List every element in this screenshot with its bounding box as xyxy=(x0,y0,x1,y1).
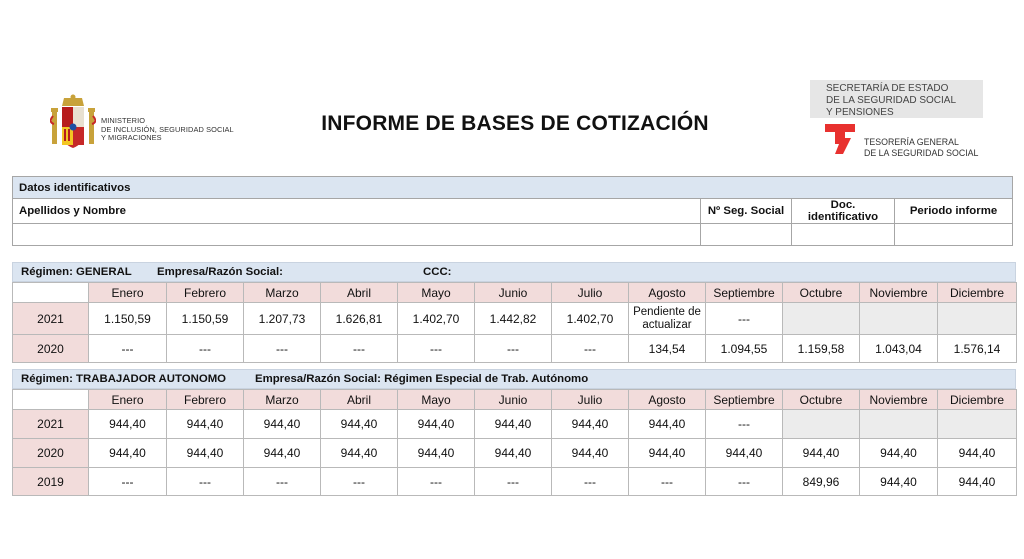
value-cell: --- xyxy=(167,335,244,363)
value-cell: 944,40 xyxy=(321,410,398,439)
month-header: Junio xyxy=(475,390,552,410)
month-header: Febrero xyxy=(167,390,244,410)
month-header: Mayo xyxy=(398,390,475,410)
tgss-logo-icon xyxy=(823,122,857,156)
value-cell: 1.159,58 xyxy=(783,335,860,363)
value-cell: 944,40 xyxy=(89,410,167,439)
month-header: Enero xyxy=(89,283,167,303)
general-ccc-label: CCC: xyxy=(423,266,452,278)
nss-value xyxy=(701,224,792,246)
table-row xyxy=(13,439,1017,468)
value-cell: 134,54 xyxy=(629,335,706,363)
table-row xyxy=(13,410,1017,439)
value-cell: 944,40 xyxy=(552,439,629,468)
value-cell: 944,40 xyxy=(938,468,1017,496)
value-cell: 944,40 xyxy=(321,439,398,468)
month-header: Abril xyxy=(321,283,398,303)
period-column-header: Periodo informe xyxy=(895,199,1013,224)
empty-cell xyxy=(783,410,860,439)
month-header: Septiembre xyxy=(706,283,783,303)
month-header: Noviembre xyxy=(860,390,938,410)
doc-value xyxy=(792,224,895,246)
secretaria-name: SECRETARÍA DE ESTADO DE LA SEGURIDAD SOCIAL Y PENSIONES xyxy=(826,83,957,118)
value-cell: 1.043,04 xyxy=(860,335,938,363)
value-cell: --- xyxy=(244,468,321,496)
month-header: Julio xyxy=(552,283,629,303)
empty-cell xyxy=(938,303,1017,335)
doc-column-header: Doc. identificativo xyxy=(792,199,895,224)
value-cell: 944,40 xyxy=(89,439,167,468)
value-cell: --- xyxy=(706,468,783,496)
value-cell: --- xyxy=(89,468,167,496)
value-cell-pending: Pendiente de actualizar xyxy=(629,303,706,335)
table-row xyxy=(13,335,1017,363)
name-column-header: Apellidos y Nombre xyxy=(13,199,701,224)
nss-column-header: Nº Seg. Social xyxy=(701,199,792,224)
value-cell: 944,40 xyxy=(706,439,783,468)
month-header: Marzo xyxy=(244,283,321,303)
empty-cell xyxy=(938,410,1017,439)
value-cell: 849,96 xyxy=(783,468,860,496)
general-regime-header xyxy=(12,262,1016,282)
general-regime-label: Régimen: GENERAL xyxy=(21,266,132,278)
value-cell: 944,40 xyxy=(475,439,552,468)
year-cell: 2019 xyxy=(13,468,89,496)
empty-cell xyxy=(783,303,860,335)
table-row xyxy=(13,303,1017,335)
name-value xyxy=(13,224,701,246)
spain-coat-of-arms-logo xyxy=(50,94,96,152)
value-cell: 1.626,81 xyxy=(321,303,398,335)
value-cell: 944,40 xyxy=(552,410,629,439)
value-cell: 944,40 xyxy=(167,439,244,468)
month-header: Abril xyxy=(321,390,398,410)
value-cell: --- xyxy=(552,468,629,496)
year-cell: 2020 xyxy=(13,439,89,468)
empty-cell xyxy=(860,303,938,335)
month-header: Septiembre xyxy=(706,390,783,410)
value-cell: 1.402,70 xyxy=(398,303,475,335)
value-cell: 944,40 xyxy=(629,410,706,439)
value-cell: 944,40 xyxy=(167,410,244,439)
value-cell: --- xyxy=(629,468,706,496)
year-cell: 2021 xyxy=(13,410,89,439)
month-header: Diciembre xyxy=(938,390,1017,410)
general-regime-section xyxy=(12,262,1016,363)
general-company-label: Empresa/Razón Social: xyxy=(157,266,283,278)
value-cell: --- xyxy=(706,410,783,439)
month-header: Agosto xyxy=(629,283,706,303)
month-header: Noviembre xyxy=(860,283,938,303)
value-cell: --- xyxy=(321,468,398,496)
ministry-name: MINISTERIO DE INCLUSIÓN, SEGURIDAD SOCIAL Y MIGRACIONES xyxy=(101,116,234,143)
autonomo-months-row xyxy=(13,390,1017,410)
value-cell: 944,40 xyxy=(244,439,321,468)
value-cell: --- xyxy=(398,468,475,496)
value-cell: --- xyxy=(475,468,552,496)
identification-section xyxy=(12,176,1013,246)
value-cell: --- xyxy=(321,335,398,363)
value-cell: 944,40 xyxy=(244,410,321,439)
month-header: Febrero xyxy=(167,283,244,303)
table-row xyxy=(13,468,1017,496)
value-cell: --- xyxy=(706,303,783,335)
autonomo-regime-section xyxy=(12,369,1016,496)
general-months-row xyxy=(13,283,1017,303)
value-cell: 944,40 xyxy=(475,410,552,439)
value-cell: --- xyxy=(398,335,475,363)
value-cell: 944,40 xyxy=(860,439,938,468)
value-cell: 1.094,55 xyxy=(706,335,783,363)
autonomo-regime-label: Régimen: TRABAJADOR AUTONOMO xyxy=(21,373,227,385)
month-header: Agosto xyxy=(629,390,706,410)
value-cell: --- xyxy=(167,468,244,496)
value-cell: 944,40 xyxy=(938,439,1017,468)
value-cell: 944,40 xyxy=(398,439,475,468)
value-cell: 1.150,59 xyxy=(167,303,244,335)
value-cell: 1.207,73 xyxy=(244,303,321,335)
value-cell: 1.576,14 xyxy=(938,335,1017,363)
tgss-name: TESORERÍA GENERAL DE LA SEGURIDAD SOCIAL xyxy=(864,137,979,158)
empty-cell xyxy=(860,410,938,439)
general-bases-table xyxy=(12,282,1017,363)
month-header: Diciembre xyxy=(938,283,1017,303)
value-cell: 1.150,59 xyxy=(89,303,167,335)
month-header: Marzo xyxy=(244,390,321,410)
value-cell: --- xyxy=(552,335,629,363)
value-cell: 944,40 xyxy=(783,439,860,468)
year-cell: 2021 xyxy=(13,303,89,335)
autonomo-bases-table xyxy=(12,389,1017,496)
value-cell: 944,40 xyxy=(860,468,938,496)
autonomo-company-label: Empresa/Razón Social: Régimen Especial de Trab. Autónomo xyxy=(255,373,589,385)
value-cell: 944,40 xyxy=(629,439,706,468)
month-header: Octubre xyxy=(783,390,860,410)
value-cell: --- xyxy=(89,335,167,363)
month-header: Enero xyxy=(89,390,167,410)
month-header: Junio xyxy=(475,283,552,303)
year-cell: 2020 xyxy=(13,335,89,363)
value-cell: --- xyxy=(475,335,552,363)
month-header: Octubre xyxy=(783,283,860,303)
period-value xyxy=(895,224,1013,246)
value-cell: 944,40 xyxy=(398,410,475,439)
autonomo-regime-header xyxy=(12,369,1016,389)
report-title: INFORME DE BASES DE COTIZACIÓN xyxy=(321,112,709,135)
month-header: Mayo xyxy=(398,283,475,303)
value-cell: --- xyxy=(244,335,321,363)
identification-title: Datos identificativos xyxy=(13,177,1013,199)
value-cell: 1.442,82 xyxy=(475,303,552,335)
month-header: Julio xyxy=(552,390,629,410)
value-cell: 1.402,70 xyxy=(552,303,629,335)
